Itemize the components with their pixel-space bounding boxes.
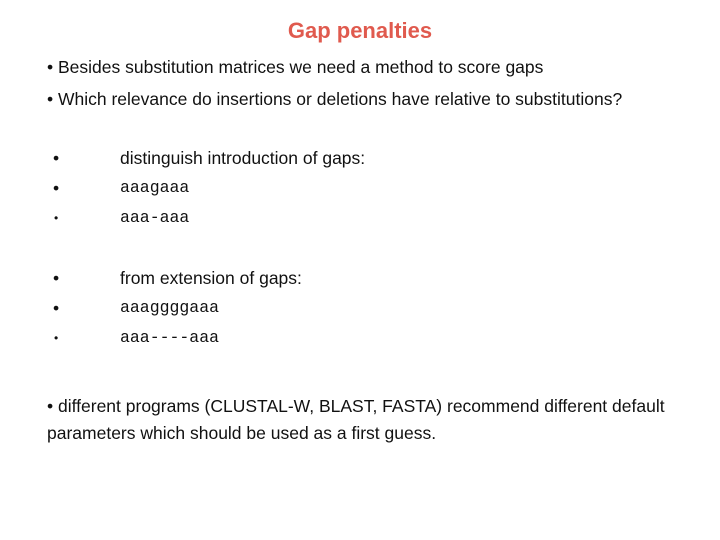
sequence-text: aaaggggaaa	[120, 298, 220, 317]
intro-line-relevance: • Which relevance do insertions or deletions have relative to substitutions?	[47, 89, 623, 109]
introduction-heading: distinguish introduction of gaps:	[120, 148, 366, 168]
sequence-text: aaa-aaa	[120, 208, 190, 227]
bullet: •	[54, 211, 59, 225]
sequence-text: aaa----aaa	[120, 328, 220, 347]
extension-heading: from extension of gaps:	[120, 268, 302, 288]
bullet: •	[54, 331, 59, 345]
bullet: •	[53, 148, 60, 168]
slide-title: Gap penalties	[287, 18, 433, 43]
intro-line-substitution: • Besides substitution matrices we need a method to score gaps	[47, 57, 544, 77]
closing-paragraph: • different programs (CLUSTAL-W, BLAST, FASTA) recommend different default parameters which should be used as a first guess.	[47, 396, 665, 443]
bullet: •	[53, 178, 60, 198]
bullet: •	[53, 268, 60, 288]
sequence-text: aaagaaa	[120, 178, 190, 197]
bullet: •	[53, 298, 60, 318]
